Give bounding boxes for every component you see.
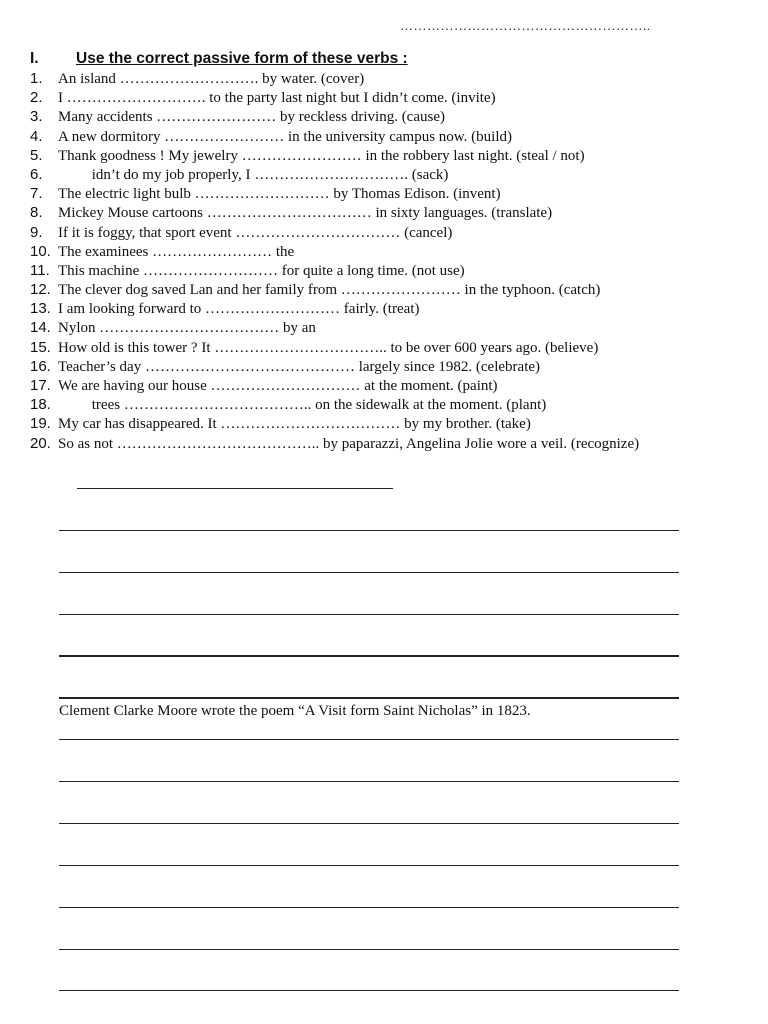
exercise-item	[30, 88, 639, 107]
exercise-item	[30, 127, 639, 146]
exercise-number: 3.	[30, 108, 43, 126]
exercise-number: 4.	[30, 127, 43, 145]
name-blank-line[interactable]: ………………………………………………..	[400, 18, 651, 33]
section-title: Use the correct passive form of these verbs :	[76, 50, 408, 67]
exercise-sentence: How old is this tower ? It …………………………….. to be over 600 years ago. (believe)	[58, 339, 599, 356]
exercise-number: 7.	[30, 185, 43, 203]
exercise-sentence: Many accidents …………………… by reckless driving. (cause)	[58, 109, 445, 126]
exercise-sentence: Thank goodness ! My jewelry …………………… in the robbery last night. (steal / not)	[58, 147, 585, 164]
section-divider-line	[77, 488, 393, 489]
exercise-sentence: A new dormitory …………………… in the university campus now. (build)	[58, 128, 512, 145]
exercise-sentence: This machine ……………………… for quite a long time. (not use)	[58, 262, 465, 279]
exercise-sentence: My car has disappeared. It ……………………………… by my brother. (take)	[58, 416, 531, 433]
exercise-sentence: I am looking forward to ……………………… fairly. (treat)	[58, 301, 420, 318]
exercise-number: 5.	[30, 146, 43, 164]
exercise-item	[30, 414, 639, 433]
exercise-sentence: trees ……………………………….. on the sidewalk at the moment. (plant)	[58, 397, 547, 414]
exercise-item	[30, 280, 639, 299]
exercise-item	[30, 107, 639, 126]
exercise-sentence: Nylon ……………………………… by an	[58, 320, 316, 337]
exercise-item	[30, 395, 639, 414]
answer-line[interactable]	[59, 865, 679, 866]
exercise-number: 15.	[30, 338, 51, 356]
exercise-number: 9.	[30, 223, 43, 241]
answer-line[interactable]	[59, 697, 679, 699]
exercise-number: 17.	[30, 377, 51, 394]
exercise-sentence: If it is foggy, that sport event …………………………… (cancel)	[58, 224, 453, 241]
answer-line[interactable]	[59, 614, 679, 615]
answer-line[interactable]	[59, 572, 679, 573]
exercise-number: 6.	[30, 165, 43, 183]
exercise-item	[30, 338, 639, 357]
exercise-item	[30, 165, 639, 184]
exercise-sentence: Teacher’s day …………………………………… largely since 1982. (celebrate)	[58, 358, 541, 375]
exercise-number: 16.	[30, 357, 51, 375]
exercise-number: 13.	[30, 300, 51, 318]
answer-line[interactable]	[59, 655, 679, 657]
answer-line[interactable]	[59, 739, 679, 740]
exercise-sentence: idn’t do my job properly, I …………………………. (sack)	[58, 166, 449, 183]
rewrite-example-sentence: Clement Clarke Moore wrote the poem “A Visit form Saint Nicholas” in 1823.	[59, 703, 531, 719]
exercise-sentence: The clever dog saved Lan and her family from …………………… in the typhoon. (catch)	[58, 282, 601, 299]
exercise-item	[30, 184, 639, 203]
exercise-number: 14.	[30, 319, 51, 337]
section-number: I.	[30, 50, 39, 67]
answer-line[interactable]	[59, 781, 679, 782]
exercise-number: 8.	[30, 204, 43, 222]
exercise-item	[30, 434, 639, 453]
exercise-sentence: The electric light bulb ……………………… by Thomas Edison. (invent)	[58, 186, 501, 203]
exercise-sentence: So as not ………………………………….. by paparazzi, Angelina Jolie wore a veil. (recognize)	[58, 435, 640, 452]
exercise-item	[30, 299, 639, 318]
exercise-number: 19.	[30, 415, 51, 433]
exercise-list	[30, 69, 639, 453]
exercise-item	[30, 146, 639, 165]
exercise-number: 1.	[30, 70, 43, 87]
exercise-item	[30, 223, 639, 242]
answer-line[interactable]	[59, 907, 679, 908]
exercise-number: 10.	[30, 242, 51, 260]
exercise-item	[30, 318, 639, 337]
answer-line[interactable]	[59, 823, 679, 824]
exercise-sentence: The examinees …………………… the	[58, 243, 295, 260]
exercise-item	[30, 261, 639, 280]
section-heading	[30, 50, 408, 68]
exercise-item	[30, 376, 639, 395]
exercise-number: 11.	[30, 261, 50, 279]
exercise-sentence: We are having our house ………………………… at the moment. (paint)	[58, 378, 498, 394]
exercise-number: 12.	[30, 281, 51, 299]
exercise-sentence: An island ………………………. by water. (cover)	[58, 71, 365, 87]
answer-line[interactable]	[59, 949, 679, 950]
exercise-sentence: I ………………………. to the party last night but I didn’t come. (invite)	[58, 90, 496, 107]
exercise-item	[30, 203, 639, 222]
exercise-item	[30, 69, 639, 88]
answer-line[interactable]	[59, 990, 679, 991]
answer-line[interactable]	[59, 530, 679, 531]
exercise-number: 18.	[30, 396, 51, 414]
exercise-number: 2.	[30, 89, 43, 107]
exercise-number: 20.	[30, 434, 51, 452]
exercise-item	[30, 357, 639, 376]
exercise-sentence: Mickey Mouse cartoons …………………………… in sixty languages. (translate)	[58, 205, 553, 222]
exercise-item	[30, 242, 639, 261]
